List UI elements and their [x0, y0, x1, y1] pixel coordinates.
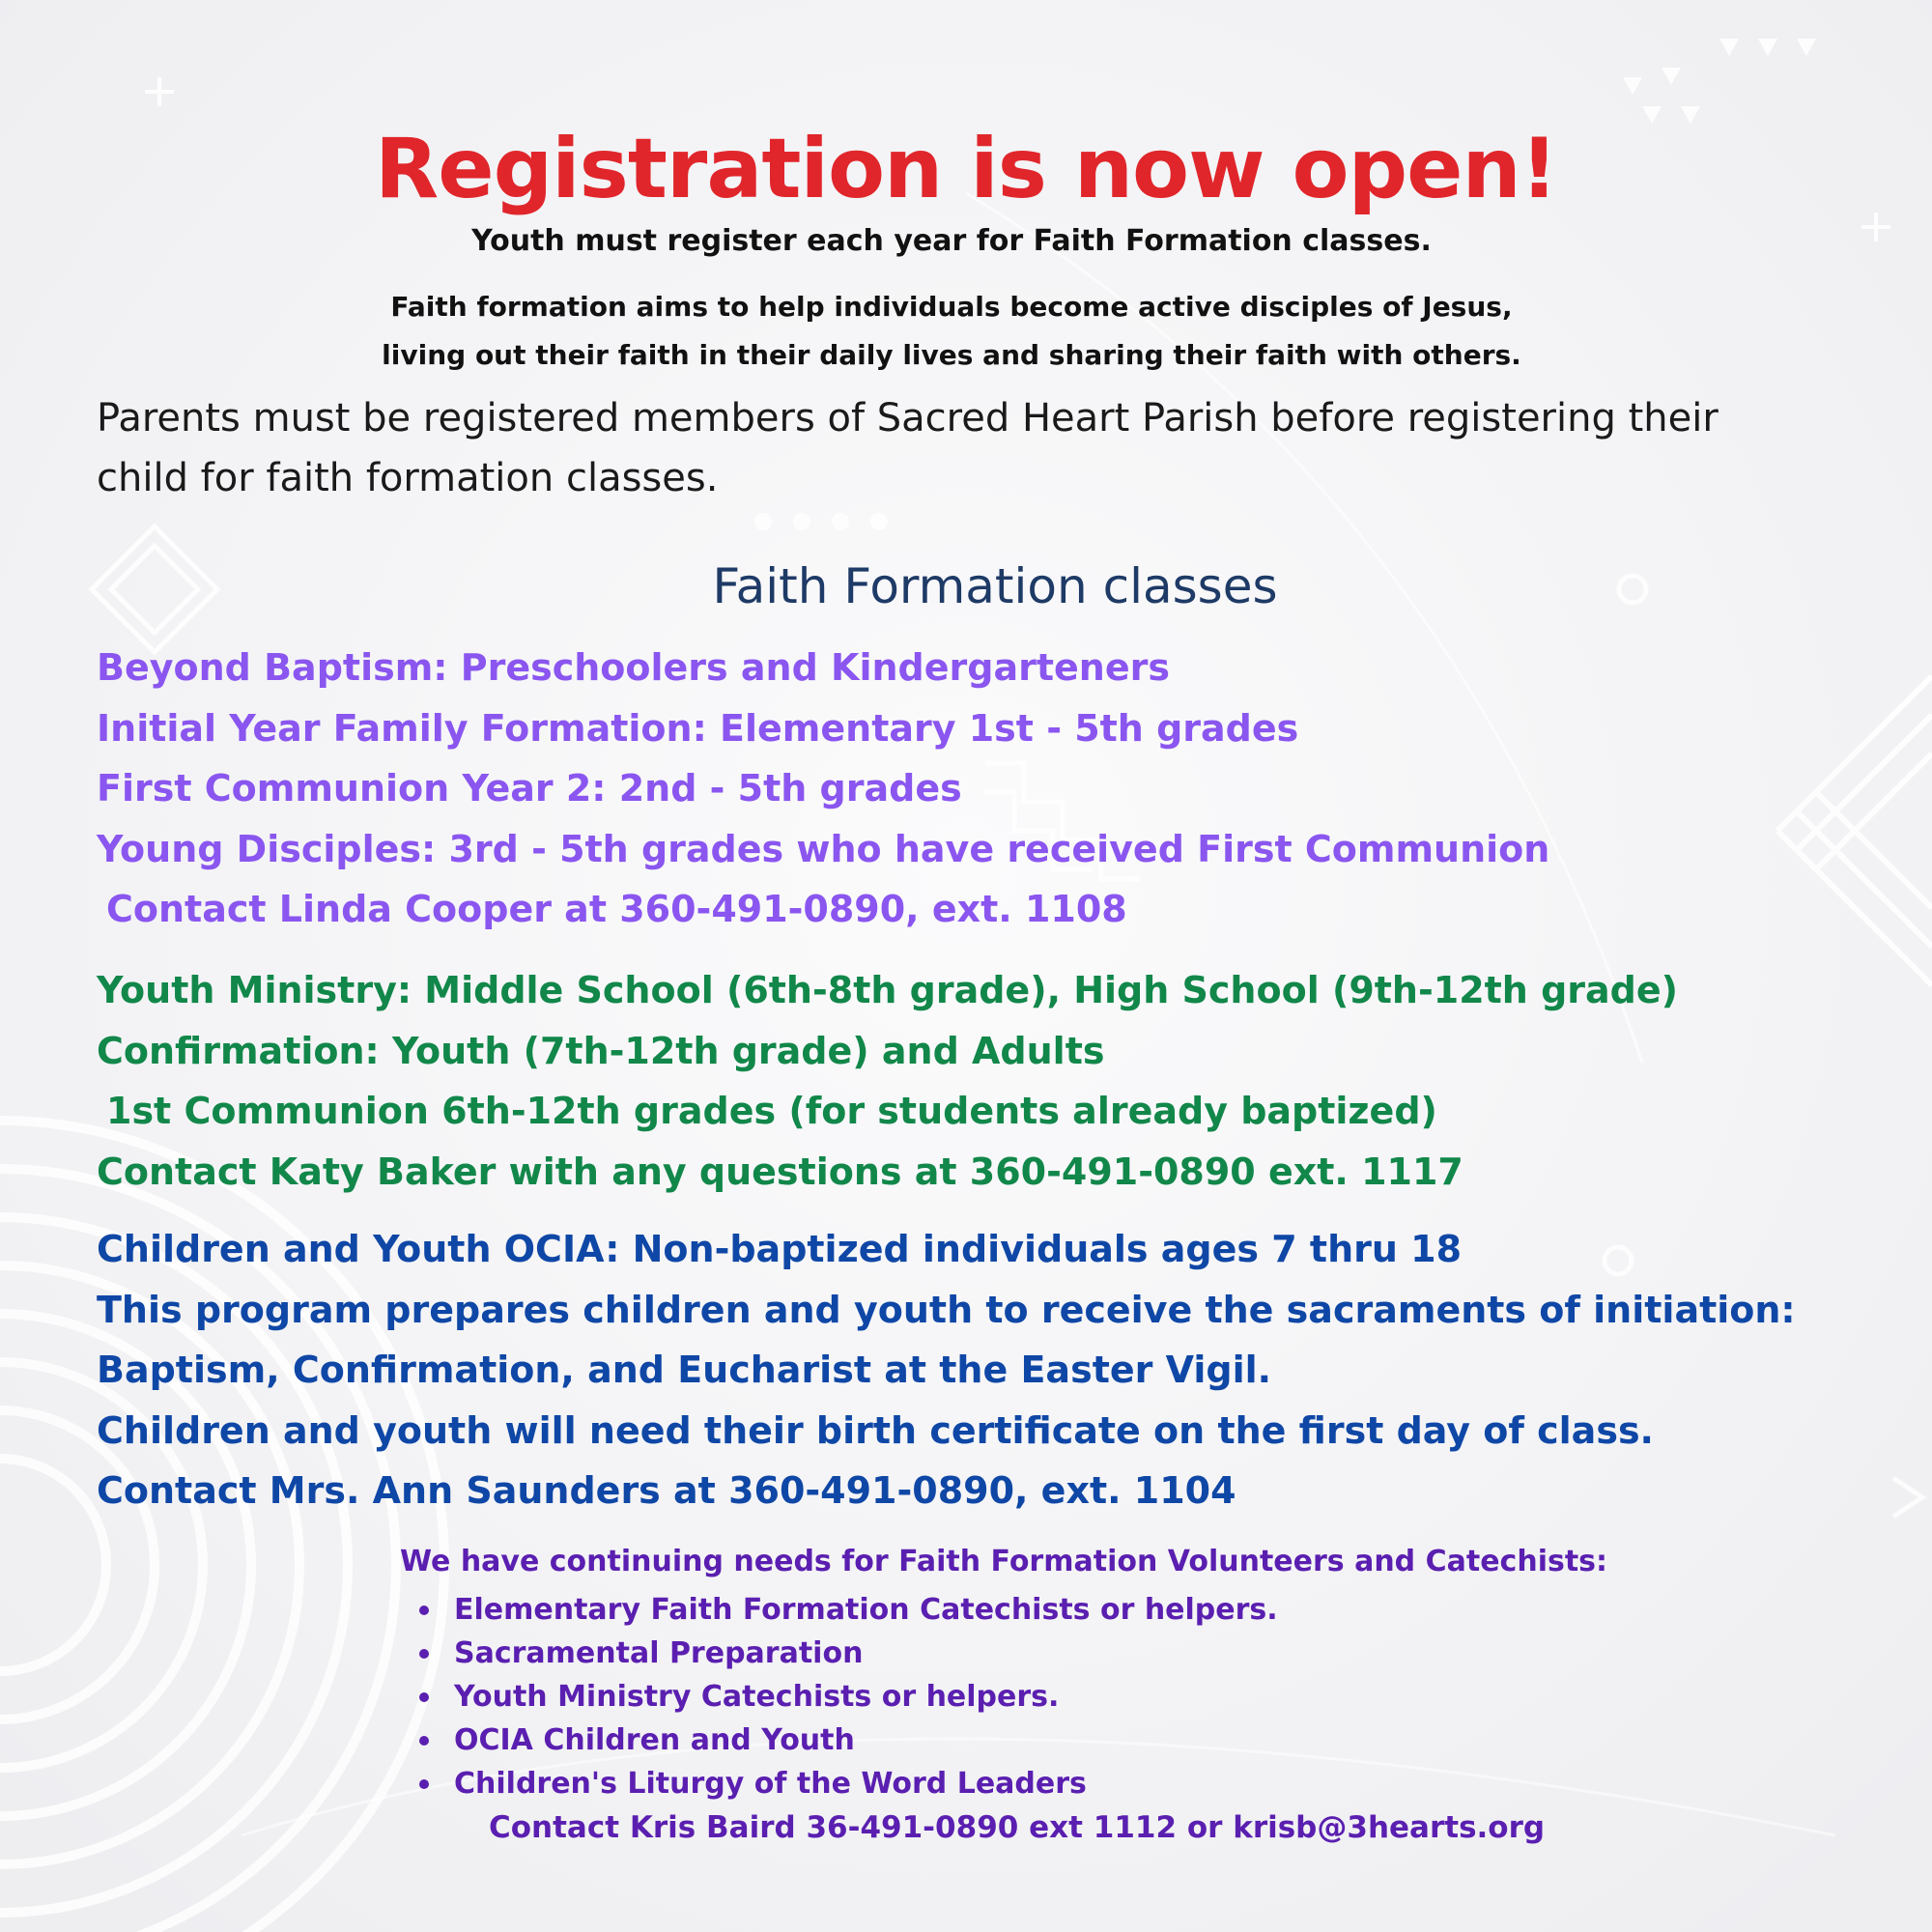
- list-item-label: Sacramental Preparation: [454, 1636, 864, 1670]
- ocia-contact: Contact Mrs. Ann Saunders at 360-491-0890, ext. 1104: [97, 1469, 1236, 1512]
- class-line: Beyond Baptism: Preschoolers and Kindergarteners: [97, 646, 1170, 689]
- bullet-icon: [419, 1605, 429, 1615]
- class-line: Children and Youth OCIA: Non-baptized individuals ages 7 thru 18: [97, 1228, 1463, 1270]
- mission-statement: [0, 283, 1903, 380]
- mission-line: Faith formation aims to help individuals become active disciples of Jesus,: [390, 291, 1513, 323]
- list-item: [400, 1588, 1752, 1632]
- class-line: This program prepares children and youth to receive the sacraments of initiation:: [97, 1288, 1796, 1331]
- list-item-label: Children's Liturgy of the Word Leaders: [454, 1767, 1087, 1801]
- elementary-contact: Contact Linda Cooper at 360-491-0890, ext. 1108: [106, 888, 1127, 930]
- page-title: Registration is now open!: [375, 121, 1557, 217]
- section-title: Faith Formation classes: [712, 558, 1278, 614]
- class-line: Youth Ministry: Middle School (6th-8th grade), High School (9th-12th grade): [97, 969, 1679, 1011]
- list-item-label: OCIA Children and Youth: [454, 1723, 855, 1757]
- subtitle: Youth must register each year for Faith Formation classes.: [471, 224, 1432, 258]
- list-item: [400, 1632, 1752, 1675]
- list-item-label: Elementary Faith Formation Catechists or helpers.: [454, 1593, 1278, 1627]
- class-line: Young Disciples: 3rd - 5th grades who have received First Communion: [97, 827, 1550, 870]
- class-line: Baptism, Confirmation, and Eucharist at the Easter Vigil.: [97, 1349, 1272, 1391]
- class-line: Initial Year Family Formation: Elementary 1st - 5th grades: [97, 706, 1299, 750]
- list-item: [400, 1675, 1752, 1719]
- list-item: [400, 1762, 1752, 1805]
- volunteer-heading: We have continuing needs for Faith Formation Volunteers and Catechists:: [400, 1545, 1608, 1578]
- parents-note-line: Parents must be registered members of Sacred Heart Parish before registering their: [97, 396, 1719, 440]
- ocia-classes: [97, 1219, 1913, 1521]
- class-line: Children and youth will need their birth certificate on the first day of class.: [97, 1408, 1654, 1452]
- bullet-icon: [419, 1736, 429, 1746]
- parents-note-line: child for faith formation classes.: [97, 456, 719, 500]
- parents-note: [97, 388, 1903, 508]
- youth-ministry-contact: Contact Katy Baker with any questions at 360-491-0890 ext. 1117: [97, 1150, 1463, 1193]
- bullet-icon: [419, 1692, 429, 1702]
- bullet-icon: [419, 1649, 429, 1659]
- youth-ministry-classes: [97, 960, 1913, 1202]
- mission-line: living out their faith in their daily lives and sharing their faith with others.: [382, 339, 1521, 371]
- volunteer-contact: Contact Kris Baird 36-491-0890 ext 1112 or krisb@3hearts.org: [489, 1810, 1546, 1845]
- list-item-label: Youth Ministry Catechists or helpers.: [454, 1680, 1060, 1714]
- class-line: First Communion Year 2: 2nd - 5th grades: [97, 767, 962, 810]
- elementary-classes: [97, 638, 1913, 940]
- list-item: [400, 1719, 1752, 1762]
- bullet-icon: [419, 1779, 429, 1789]
- class-line: Confirmation: Youth (7th-12th grade) and Adults: [97, 1029, 1105, 1072]
- class-line: 1st Communion 6th-12th grades (for students already baptized): [106, 1090, 1437, 1132]
- volunteer-list: [400, 1588, 1752, 1805]
- volunteer-needs: [400, 1536, 1752, 1850]
